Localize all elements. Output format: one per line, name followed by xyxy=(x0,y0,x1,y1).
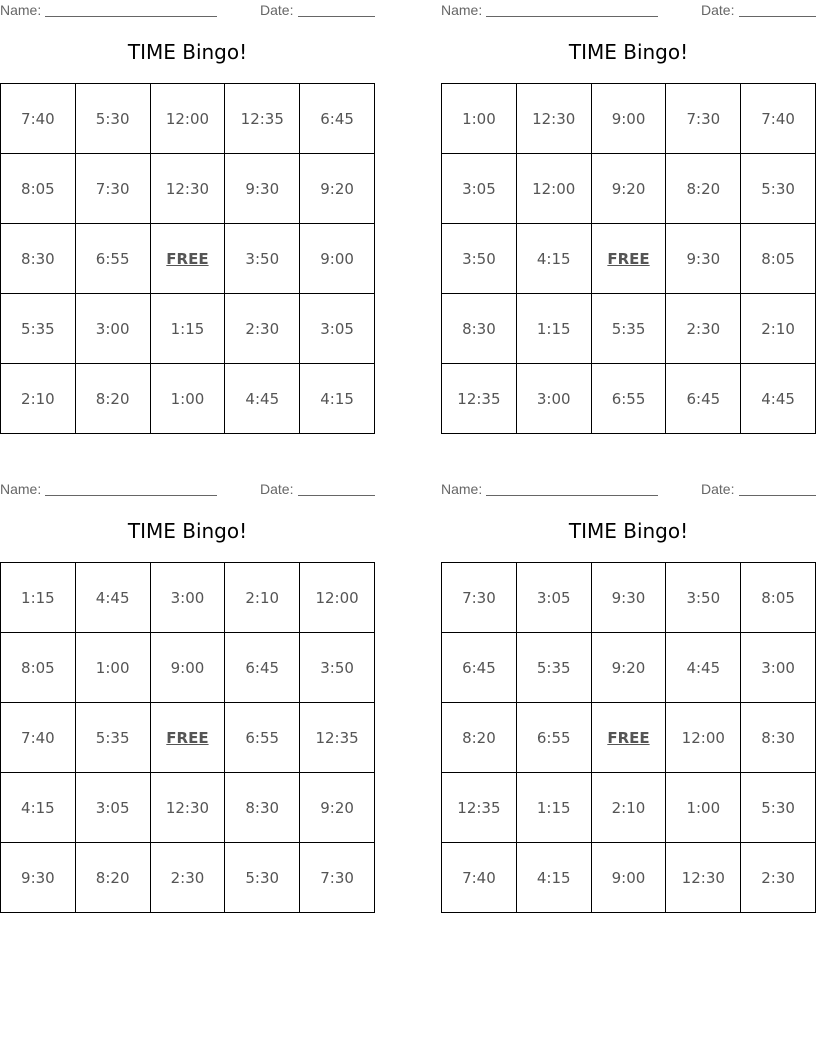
bingo-cell[interactable]: 7:40 xyxy=(1,703,76,773)
bingo-cell[interactable]: 1:15 xyxy=(516,294,591,364)
bingo-cell[interactable]: 1:00 xyxy=(150,364,225,434)
bingo-cell[interactable]: 1:00 xyxy=(442,84,517,154)
bingo-cell[interactable]: 5:30 xyxy=(75,84,150,154)
bingo-cell[interactable]: 4:15 xyxy=(516,224,591,294)
bingo-row xyxy=(442,563,816,633)
bingo-row xyxy=(1,84,375,154)
bingo-cell[interactable]: 12:00 xyxy=(666,703,741,773)
bingo-cell[interactable]: 8:30 xyxy=(442,294,517,364)
card-title: TIME Bingo! xyxy=(568,40,689,64)
name-label: Name: xyxy=(441,481,483,497)
bingo-cell[interactable]: 3:00 xyxy=(741,633,816,703)
bingo-cell[interactable]: 4:45 xyxy=(75,563,150,633)
bingo-cell[interactable]: 7:40 xyxy=(442,843,517,913)
bingo-cell[interactable]: 3:00 xyxy=(516,364,591,434)
bingo-cell[interactable]: 5:35 xyxy=(75,703,150,773)
bingo-cell[interactable]: 12:30 xyxy=(150,154,225,224)
bingo-cell[interactable]: 3:05 xyxy=(516,563,591,633)
bingo-row xyxy=(1,773,375,843)
bingo-cell[interactable]: 3:00 xyxy=(75,294,150,364)
bingo-row xyxy=(442,364,816,434)
bingo-cell[interactable]: 6:55 xyxy=(225,703,300,773)
bingo-cell[interactable]: 7:30 xyxy=(75,154,150,224)
bingo-cell[interactable]: 4:15 xyxy=(300,364,375,434)
bingo-row xyxy=(442,154,816,224)
bingo-cell[interactable]: 8:30 xyxy=(1,224,76,294)
bingo-cell[interactable]: 8:20 xyxy=(442,703,517,773)
bingo-cell[interactable]: 1:00 xyxy=(75,633,150,703)
free-space-cell[interactable]: FREE xyxy=(591,224,666,294)
bingo-cell[interactable]: 4:45 xyxy=(666,633,741,703)
bingo-row xyxy=(1,843,375,913)
free-space-cell[interactable]: FREE xyxy=(150,224,225,294)
date-field-line[interactable] xyxy=(298,16,375,17)
bingo-row xyxy=(1,224,375,294)
bingo-cell[interactable]: 8:20 xyxy=(75,843,150,913)
bingo-cell[interactable]: 12:35 xyxy=(442,773,517,843)
bingo-row xyxy=(1,633,375,703)
bingo-cell[interactable]: 12:35 xyxy=(442,364,517,434)
bingo-cell[interactable]: 8:20 xyxy=(75,364,150,434)
name-field-line[interactable] xyxy=(486,16,658,17)
bingo-row xyxy=(442,773,816,843)
bingo-cell[interactable]: 9:30 xyxy=(225,154,300,224)
date-field-line[interactable] xyxy=(739,16,816,17)
bingo-cell[interactable]: 2:10 xyxy=(1,364,76,434)
bingo-cell[interactable]: 3:05 xyxy=(300,294,375,364)
bingo-row xyxy=(1,703,375,773)
bingo-cell[interactable]: 8:20 xyxy=(666,154,741,224)
bingo-cell[interactable]: 6:45 xyxy=(666,364,741,434)
date-field-line[interactable] xyxy=(298,495,375,496)
bingo-cell[interactable]: 12:30 xyxy=(150,773,225,843)
bingo-cell[interactable]: 6:55 xyxy=(75,224,150,294)
bingo-cell[interactable]: 5:30 xyxy=(741,773,816,843)
bingo-cell[interactable]: 9:20 xyxy=(591,633,666,703)
bingo-row xyxy=(442,294,816,364)
bingo-row xyxy=(1,154,375,224)
card-title: TIME Bingo! xyxy=(127,519,248,543)
bingo-cell[interactable]: 6:45 xyxy=(442,633,517,703)
card-title: TIME Bingo! xyxy=(127,40,248,64)
bingo-cell[interactable]: 12:35 xyxy=(225,84,300,154)
bingo-cell[interactable]: 4:45 xyxy=(741,364,816,434)
date-label: Date: xyxy=(260,2,294,18)
date-field-line[interactable] xyxy=(739,495,816,496)
name-date-header xyxy=(441,0,816,20)
bingo-cell[interactable]: 8:05 xyxy=(741,563,816,633)
name-date-header xyxy=(0,479,375,499)
bingo-cell[interactable]: 12:30 xyxy=(666,843,741,913)
bingo-cell[interactable]: 1:15 xyxy=(1,563,76,633)
bingo-cell[interactable]: 3:50 xyxy=(300,633,375,703)
bingo-cell[interactable]: 2:10 xyxy=(741,294,816,364)
bingo-cell[interactable]: 9:30 xyxy=(591,563,666,633)
bingo-cell[interactable]: 3:05 xyxy=(75,773,150,843)
bingo-row xyxy=(442,84,816,154)
bingo-cell[interactable]: 9:20 xyxy=(591,154,666,224)
bingo-cell[interactable]: 4:15 xyxy=(1,773,76,843)
name-field-line[interactable] xyxy=(45,495,217,496)
bingo-cell[interactable]: 2:30 xyxy=(741,843,816,913)
date-label: Date: xyxy=(701,481,735,497)
bingo-cell[interactable]: 2:10 xyxy=(591,773,666,843)
bingo-grid xyxy=(0,562,375,913)
card-title: TIME Bingo! xyxy=(568,519,689,543)
bingo-cell[interactable]: 7:40 xyxy=(1,84,76,154)
free-space-cell[interactable]: FREE xyxy=(150,703,225,773)
bingo-cell[interactable]: 5:35 xyxy=(1,294,76,364)
bingo-grid xyxy=(441,83,816,434)
bingo-grid xyxy=(0,83,375,434)
bingo-cell[interactable]: 5:30 xyxy=(225,843,300,913)
bingo-cell[interactable]: 9:20 xyxy=(300,154,375,224)
bingo-cell[interactable]: 7:30 xyxy=(300,843,375,913)
bingo-cell[interactable]: 1:15 xyxy=(516,773,591,843)
name-date-header xyxy=(0,0,375,20)
bingo-row xyxy=(442,633,816,703)
bingo-cell[interactable]: 7:30 xyxy=(442,563,517,633)
date-label: Date: xyxy=(260,481,294,497)
bingo-cell[interactable]: 8:05 xyxy=(1,633,76,703)
bingo-cell[interactable]: 4:45 xyxy=(225,364,300,434)
bingo-cell[interactable]: 5:35 xyxy=(591,294,666,364)
bingo-cell[interactable]: 8:30 xyxy=(225,773,300,843)
bingo-row xyxy=(1,364,375,434)
bingo-cell[interactable]: 3:00 xyxy=(150,563,225,633)
bingo-cell[interactable]: 7:30 xyxy=(666,84,741,154)
bingo-cell[interactable]: 6:55 xyxy=(591,364,666,434)
date-label: Date: xyxy=(701,2,735,18)
bingo-cell[interactable]: 5:30 xyxy=(741,154,816,224)
bingo-cell[interactable]: 9:00 xyxy=(591,843,666,913)
bingo-row xyxy=(442,843,816,913)
bingo-cell[interactable]: 12:30 xyxy=(516,84,591,154)
bingo-row xyxy=(442,703,816,773)
free-space-cell[interactable]: FREE xyxy=(591,703,666,773)
bingo-cell[interactable]: 2:30 xyxy=(666,294,741,364)
name-label: Name: xyxy=(0,481,42,497)
bingo-cell[interactable]: 2:30 xyxy=(225,294,300,364)
name-label: Name: xyxy=(441,2,483,18)
bingo-cell[interactable]: 5:35 xyxy=(516,633,591,703)
bingo-cell[interactable]: 3:05 xyxy=(442,154,517,224)
bingo-cell[interactable]: 2:30 xyxy=(150,843,225,913)
bingo-row xyxy=(1,294,375,364)
bingo-grid xyxy=(441,562,816,913)
bingo-cell[interactable]: 9:30 xyxy=(666,224,741,294)
bingo-cell[interactable]: 9:00 xyxy=(300,224,375,294)
bingo-cell[interactable]: 8:05 xyxy=(1,154,76,224)
bingo-cell[interactable]: 9:30 xyxy=(1,843,76,913)
name-field-line[interactable] xyxy=(486,495,658,496)
bingo-cell[interactable]: 12:00 xyxy=(516,154,591,224)
bingo-cell[interactable]: 4:15 xyxy=(516,843,591,913)
bingo-cell[interactable]: 8:30 xyxy=(741,703,816,773)
bingo-cell[interactable]: 8:05 xyxy=(741,224,816,294)
bingo-cell[interactable]: 3:50 xyxy=(666,563,741,633)
bingo-cell[interactable]: 1:15 xyxy=(150,294,225,364)
bingo-cell[interactable]: 12:00 xyxy=(150,84,225,154)
name-date-header xyxy=(441,479,816,499)
bingo-cell[interactable]: 3:50 xyxy=(442,224,517,294)
bingo-cell[interactable]: 7:40 xyxy=(741,84,816,154)
bingo-cell[interactable]: 2:10 xyxy=(225,563,300,633)
bingo-cell[interactable]: 9:20 xyxy=(300,773,375,843)
bingo-row xyxy=(442,224,816,294)
bingo-cell[interactable]: 9:00 xyxy=(591,84,666,154)
bingo-cell[interactable]: 6:55 xyxy=(516,703,591,773)
bingo-cell[interactable]: 3:50 xyxy=(225,224,300,294)
bingo-row xyxy=(1,563,375,633)
name-field-line[interactable] xyxy=(45,16,217,17)
name-label: Name: xyxy=(0,2,42,18)
bingo-cell[interactable]: 6:45 xyxy=(225,633,300,703)
bingo-cell[interactable]: 9:00 xyxy=(150,633,225,703)
bingo-cell[interactable]: 6:45 xyxy=(300,84,375,154)
bingo-cell[interactable]: 1:00 xyxy=(666,773,741,843)
bingo-cell[interactable]: 12:35 xyxy=(300,703,375,773)
bingo-cell[interactable]: 12:00 xyxy=(300,563,375,633)
